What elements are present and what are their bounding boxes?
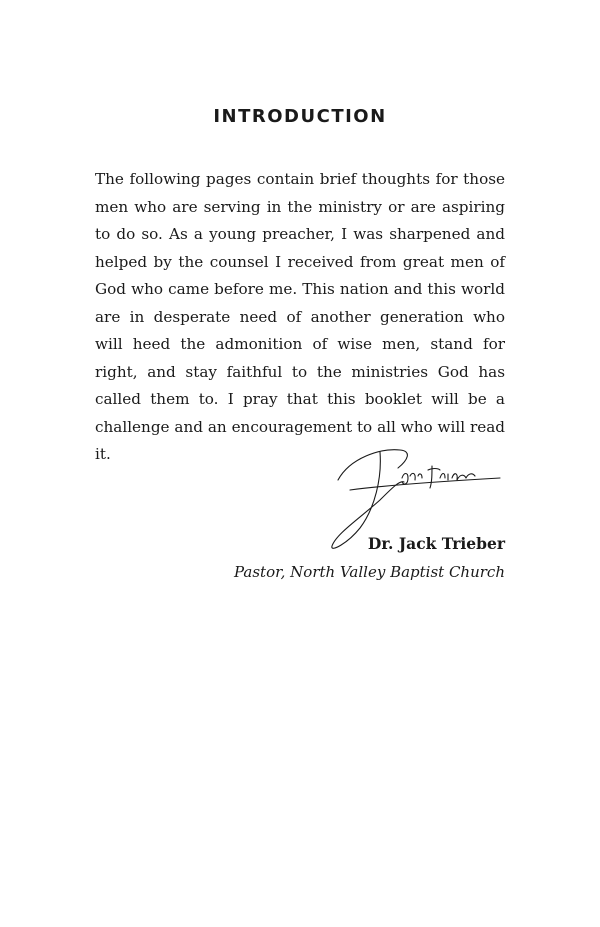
- author-name: Dr. Jack Trieber: [367, 534, 505, 553]
- introduction-paragraph: The following pages contain brief thoughts for those men who are serving in the ministry or are aspiring to do so. As a young preacher, I was sharpened and helped by the counsel I received from great men of God who came before me. This nation and this world are in desperate need of another generation who will heed the admonition of wise men, stand for right, and stay faithful to the ministries God has called them to. I pray that this booklet will be a challenge and an encouragement to all who will read it.: [95, 170, 505, 463]
- page-title: INTRODUCTION: [213, 106, 387, 127]
- author-title: Pastor, North Valley Baptist Church: [234, 563, 505, 581]
